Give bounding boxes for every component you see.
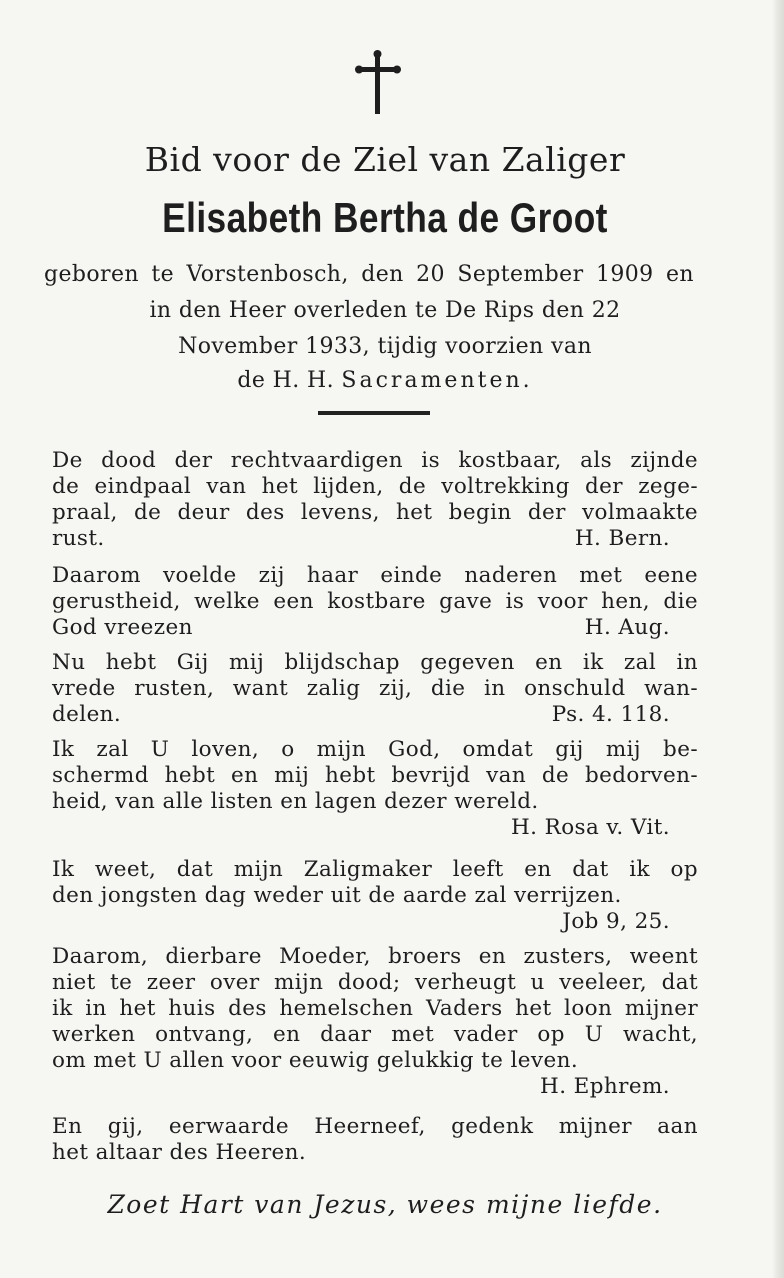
closing-prayer: Zoet Hart van Jezus, wees mijne liefde. (107, 1190, 663, 1219)
birth-line-4 (40, 364, 730, 398)
birth-line-3: November 1933, tijdig voorzien van (178, 334, 592, 359)
verse-7 (52, 1114, 698, 1166)
verse-4 (52, 737, 698, 841)
card-heading: Bid voor de Ziel van Zaliger (144, 140, 626, 179)
birth-line-4-prefix: de H. H. (237, 368, 335, 393)
verse-line: rust. (52, 526, 105, 551)
verse-line: den jongsten dag weder uit de aarde zal verrijzen. (52, 883, 622, 908)
verse-line: het altaar des Heeren. (52, 1140, 307, 1165)
verse-line: Daarom, dierbare Moeder, broers en zusters, weent (52, 944, 698, 969)
verse-3 (52, 650, 698, 728)
birth-line-4-sacrament: Sacramenten. (341, 368, 533, 393)
verse-1 (52, 448, 698, 552)
verse-line: praal, de deur des levens, het begin der volmaakte (52, 500, 698, 525)
verse-final-row (52, 702, 698, 728)
verse-source: H. Rosa v. Vit. (511, 815, 670, 840)
verse-line: vrede rusten, want zalig zij, die in onschuld wan- (52, 676, 698, 701)
verse-line: om met U allen voor eeuwig gelukkig te leven. (52, 1048, 579, 1073)
verse-source: H. Ephrem. (540, 1074, 670, 1099)
verse-line: ik in het huis des hemelschen Vaders het loon mijner (52, 996, 698, 1021)
verse-line: schermd hebt en mij hebt bevrijd van de bedorven- (52, 763, 698, 788)
verse-final-row (52, 526, 698, 552)
divider-rule (318, 411, 430, 415)
cross-icon (355, 48, 401, 116)
verse-final-row (52, 615, 698, 641)
verse-6 (52, 944, 698, 1100)
verse-line: Nu hebt Gij mij blijdschap gegeven en ik zal in (52, 650, 698, 675)
verse-line: God vreezen (52, 615, 193, 640)
verse-line: De dood der rechtvaardigen is kostbaar, als zijnde (52, 448, 698, 473)
verse-line: gerustheid, welke een kostbare gave is voor hen, die (52, 589, 698, 614)
verse-2 (52, 563, 698, 641)
verse-line: Ik zal U loven, o mijn God, omdat gij mij be- (52, 737, 698, 762)
verse-source: Job 9, 25. (562, 909, 670, 934)
verse-line: Daarom voelde zij haar einde naderen met eene (52, 563, 698, 588)
verse-source: H. Bern. (574, 526, 670, 551)
verse-line: niet te zeer over mijn dood; verheugt u veeleer, dat (52, 970, 698, 995)
card-edge (772, 0, 784, 1278)
verse-line: de eindpaal van het lijden, de voltrekking der zege- (52, 474, 698, 499)
verse-source: H. Aug. (584, 615, 670, 640)
verse-line: delen. (52, 702, 122, 727)
verse-source: Ps. 4. 118. (551, 702, 670, 727)
birth-line-1: geboren te Vorstenbosch, den 20 September 1909 en (44, 262, 694, 287)
verse-line: En gij, eerwaarde Heerneef, gedenk mijner aan (52, 1114, 698, 1139)
verse-5 (52, 857, 698, 935)
verse-line: heid, van alle listen en lagen dezer wereld. (52, 789, 539, 814)
verse-line: werken ontvang, en daar met vader op U wacht, (52, 1022, 698, 1047)
deceased-name: Elisabeth Bertha de Groot (162, 194, 608, 241)
verse-line: Ik weet, dat mijn Zaligmaker leeft en dat ik op (52, 857, 698, 882)
birth-line-2: in den Heer overleden te De Rips den 22 (149, 298, 621, 323)
